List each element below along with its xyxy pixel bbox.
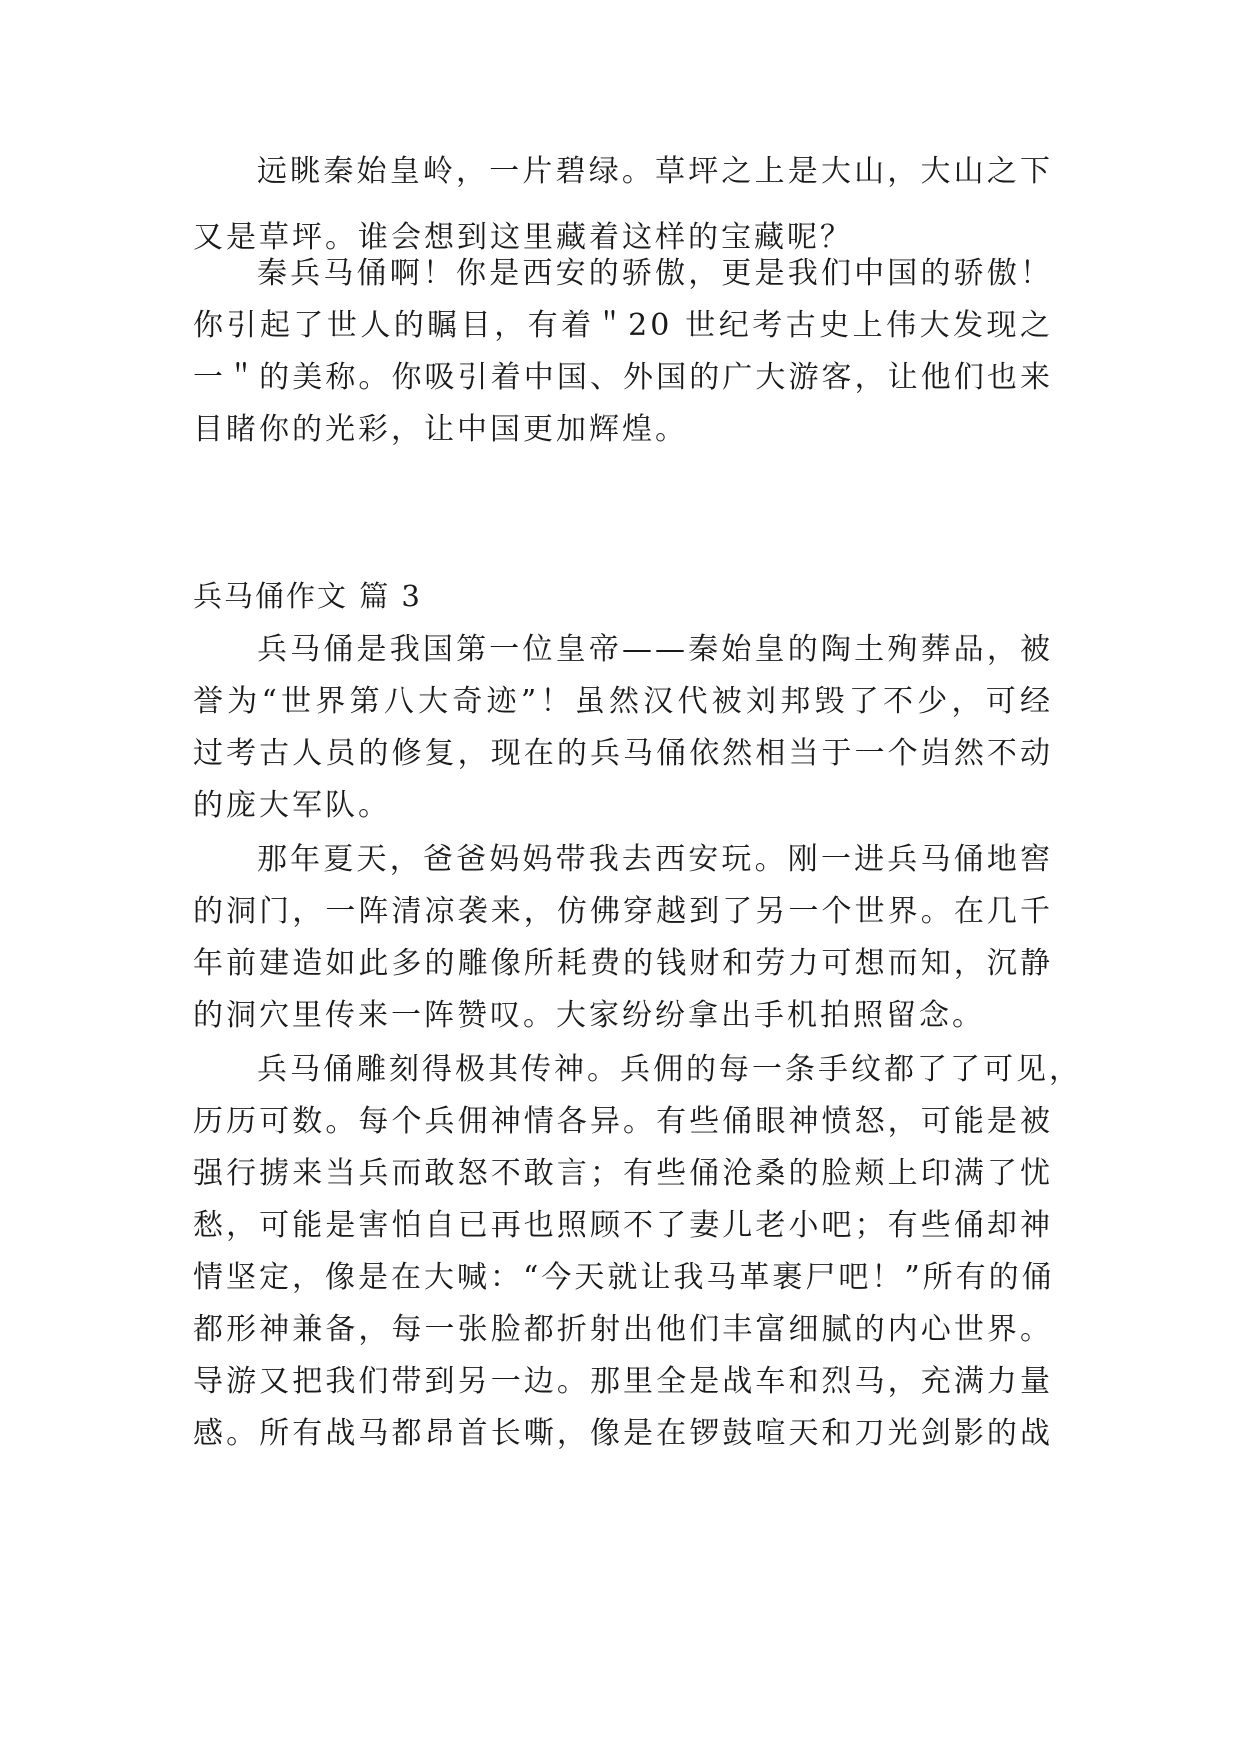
text-line: 你引起了世人的瞩目，有着＂20 世纪考古史上伟大发现之 (193, 308, 1053, 343)
text-line: 过考古人员的修复，现在的兵马俑依然相当于一个岿然不动 (193, 736, 1053, 771)
text-line: 历历可数。每个兵佣神情各异。有些俑眼神愤怒，可能是被 (193, 1104, 1053, 1139)
text-line: 兵马俑是我国第一位皇帝——秦始皇的陶土殉葬品，被 (257, 632, 1053, 667)
text-line: 年前建造如此多的雕像所耗费的钱财和劳力可想而知，沉静 (193, 946, 1053, 981)
section-heading: 兵马俑作文 篇 3 (193, 579, 422, 613)
text-line: 的庞大军队。 (193, 788, 391, 823)
text-line: 愁，可能是害怕自已再也照顾不了妻儿老小吧；有些俑却神 (193, 1208, 1053, 1243)
text-line: 感。所有战马都昂首长嘶，像是在锣鼓喧天和刀光剑影的战 (193, 1416, 1053, 1451)
text-line: 又是草坪。谁会想到这里藏着这样的宝藏呢？ (193, 220, 853, 255)
text-line: 秦兵马俑啊！你是西安的骄傲，更是我们中国的骄傲！ (257, 256, 1053, 291)
text-line: 那年夏天，爸爸妈妈带我去西安玩。刚一进兵马俑地窖 (257, 842, 1053, 877)
text-line: 远眺秦始皇岭，一片碧绿。草坪之上是大山，大山之下 (257, 154, 1053, 189)
text-line: 一＂的美称。你吸引着中国、外国的广大游客，让他们也来 (193, 360, 1053, 395)
text-line: 情坚定，像是在大喊：“今天就让我马革裹尸吧！”所有的俑 (193, 1260, 1055, 1295)
text-line: 导游又把我们带到另一边。那里全是战车和烈马，充满力量 (193, 1364, 1053, 1399)
text-line: 目睹你的光彩，让中国更加辉煌。 (193, 412, 688, 447)
text-line: 誉为“世界第八大奇迹”！虽然汉代被刘邦毁了不少，可经 (193, 684, 1053, 719)
text-line: 的洞门，一阵清凉袭来，仿佛穿越到了另一个世界。在几千 (193, 894, 1053, 929)
text-line: 兵马俑雕刻得极其传神。兵佣的每一条手纹都了了可见， (257, 1052, 1082, 1087)
text-line: 强行掳来当兵而敢怒不敢言；有些俑沧桑的脸颊上印满了忧 (193, 1156, 1053, 1191)
text-line: 的洞穴里传来一阵赞叹。大家纷纷拿出手机拍照留念。 (193, 998, 985, 1033)
text-line: 都形神兼备，每一张脸都折射出他们丰富细腻的内心世界。 (193, 1312, 1053, 1347)
